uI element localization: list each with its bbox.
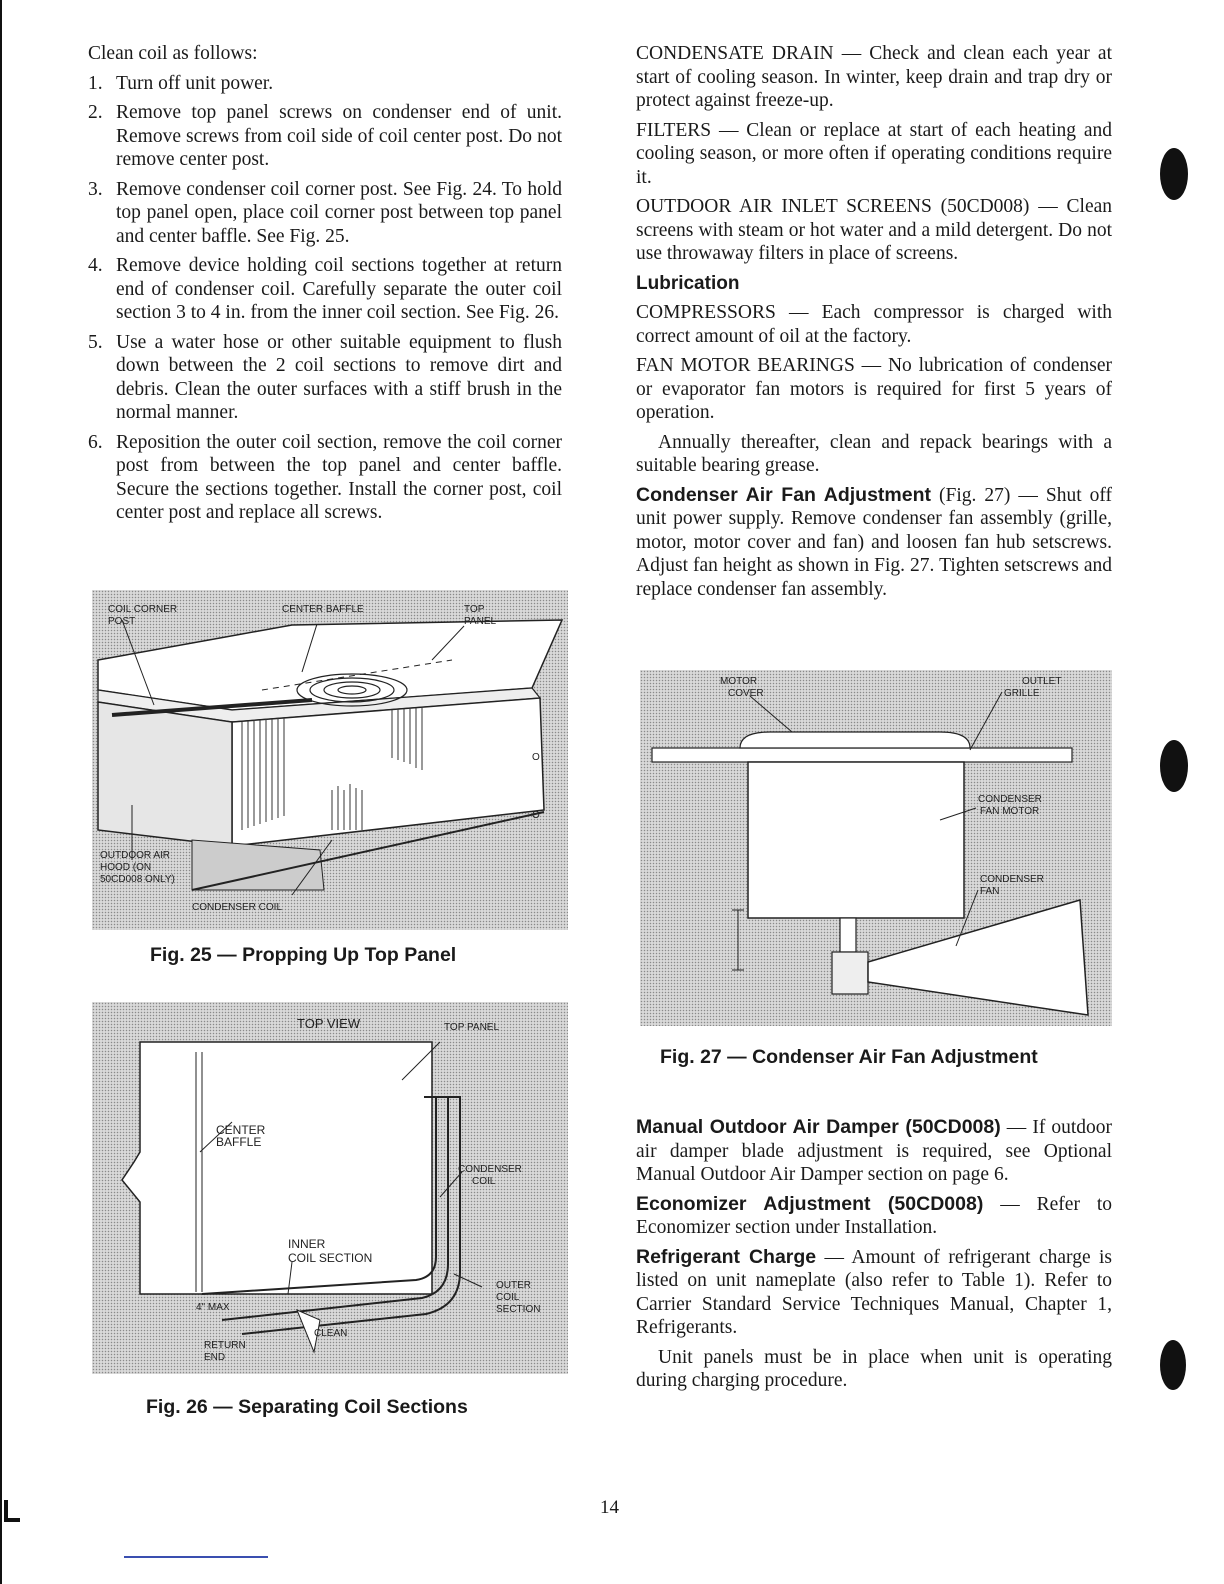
- label-outlet-grille: OUTLET: [1022, 676, 1062, 687]
- svg-text:BAFFLE: BAFFLE: [216, 1135, 262, 1149]
- label-motor-cover: MOTOR: [720, 676, 758, 687]
- figure-26-caption: Fig. 26 — Separating Coil Sections: [146, 1396, 468, 1418]
- damper-paragraph: Manual Outdoor Air Damper (50CD008) — If outdoor air damper blade adjustment is required, see Optional Manual Outdoor Air Damper section on page 6.: [636, 1116, 1113, 1185]
- svg-text:COVER: COVER: [728, 688, 764, 699]
- step-item: 4. Remove device holding coil sections together at return end of condenser coil. Carefully separate the outer coil section 3 to 4 in. from the inner coil section. See Fig. 26.: [88, 255, 562, 323]
- svg-text:POST: POST: [108, 616, 136, 627]
- svg-text:COIL: COIL: [472, 1176, 496, 1187]
- annually-paragraph: Annually thereafter, clean and repack bearings with a suitable bearing grease.: [636, 431, 1112, 476]
- svg-text:COIL: COIL: [496, 1292, 520, 1303]
- svg-text:HOOD (ON: HOOD (ON: [100, 862, 152, 873]
- label-clean: CLEAN: [314, 1328, 348, 1339]
- scan-corner-mark: [4, 1518, 20, 1522]
- page-number: 14: [600, 1497, 619, 1518]
- right-column-upper: [636, 42, 1112, 607]
- left-column: [88, 42, 562, 531]
- binder-hole-mark: [1160, 740, 1188, 792]
- label-top-view: TOP VIEW: [297, 1016, 361, 1031]
- svg-text:PANEL: PANEL: [464, 616, 497, 627]
- label-coil-corner-post: COIL CORNER: [108, 604, 178, 615]
- step-item: 5. Use a water hose or other suitable equipment to flush down between the 2 coil sections to remove dirt and debris. Clean the outer surfaces with a stiff brush in the normal manner.: [88, 331, 562, 423]
- figure-26-illustration: [92, 1002, 568, 1374]
- label-center-baffle: CENTER BAFFLE: [282, 604, 364, 615]
- figure-25-caption: Fig. 25 — Propping Up Top Panel: [150, 944, 457, 966]
- step-item: 3. Remove condenser coil corner post. See Fig. 24. To hold top panel open, place coil corner post between top panel and center baffle. See Fig. 25.: [88, 178, 562, 247]
- scan-edge-left: [0, 0, 2, 1584]
- fan-assembly-drawing: [640, 670, 1112, 1026]
- compressors-paragraph: COMPRESSORS — Each compressor is charged with correct amount of oil at the factory.: [636, 302, 1112, 347]
- condensate-drain-paragraph: CONDENSATE DRAIN — Check and clean each year at start of cooling season. In winter, keep drain and trap dry or protect against freeze-up.: [636, 43, 1112, 111]
- label-condenser-fan-motor: CONDENSER: [978, 794, 1042, 805]
- label-top-panel: TOP: [464, 604, 485, 615]
- label-condenser-fan: CONDENSER: [980, 874, 1044, 885]
- label-outer-coil-section: OUTER: [496, 1280, 531, 1291]
- label-inner-coil-section: INNER: [288, 1237, 326, 1251]
- label-condenser-coil: CONDENSER COIL: [192, 902, 283, 913]
- svg-text:FAN MOTOR: FAN MOTOR: [980, 806, 1040, 817]
- svg-text:COIL SECTION: COIL SECTION: [288, 1251, 373, 1265]
- svg-text:50CD008 ONLY): 50CD008 ONLY): [100, 874, 175, 885]
- fan-motor-paragraph: FAN MOTOR BEARINGS — No lubrication of condenser or evaporator fan motors is required for first 5 years of operation.: [636, 355, 1113, 423]
- binder-hole-mark: [1160, 148, 1188, 200]
- unit-drawing: [92, 590, 568, 930]
- coil-top-view-drawing: [92, 1002, 568, 1374]
- figure-25-illustration: [92, 590, 568, 930]
- step-item: 6. Reposition the outer coil section, remove the coil corner post from between the top panel and center baffle. Secure the sections together. Install the corner post, coil center post and replace all screws.: [88, 431, 562, 523]
- figure-27-illustration: [640, 670, 1112, 1026]
- label-return-end: RETURN: [204, 1340, 246, 1351]
- step-item: 1. Turn off unit power.: [88, 72, 274, 94]
- label-top-panel: TOP PANEL: [444, 1022, 500, 1033]
- label-condenser-coil: CONDENSER: [458, 1164, 522, 1175]
- binder-hole-mark: [1160, 1340, 1186, 1390]
- svg-text:O: O: [532, 810, 540, 821]
- panels-paragraph: Unit panels must be in place when unit is operating during charging procedure.: [636, 1346, 1112, 1391]
- svg-text:O: O: [532, 752, 540, 763]
- svg-text:SECTION: SECTION: [496, 1304, 541, 1315]
- economizer-paragraph: Economizer Adjustment (50CD008) — Refer to Economizer section under Installation.: [636, 1192, 1112, 1238]
- svg-text:END: END: [204, 1352, 226, 1363]
- refrigerant-paragraph: Refrigerant Charge — Amount of refrigerant charge is listed on unit nameplate (also refer to Table 1). Refer to Carrier Standard Service Techniques Manual, Chapter 1, Refrigerants.: [636, 1245, 1113, 1338]
- svg-text:FAN: FAN: [980, 886, 1000, 897]
- label-outdoor-air-hood: OUTDOOR AIR: [100, 850, 171, 861]
- scan-bottom-rule: [124, 1556, 268, 1558]
- fan-adjustment-paragraph: Condenser Air Fan Adjustment (Fig. 27) — Shut off unit power supply. Remove condenser fan assembly (grille, motor, motor cover and fan) and loosen fan hub setscrews. Adjust fan height as shown in Fig. 27. Tighten setscrews and replace condenser fan assembly.: [636, 483, 1112, 600]
- inlet-screens-paragraph: OUTDOOR AIR INLET SCREENS (50CD008) — Clean screens with steam or hot water and a mild detergent. Do not use throwaway filters in place of screens.: [636, 196, 1112, 264]
- right-column-lower: [636, 1116, 1112, 1399]
- label-center-baffle: CENTER: [216, 1123, 266, 1137]
- svg-text:GRILLE: GRILLE: [1004, 688, 1040, 699]
- filters-paragraph: FILTERS — Clean or replace at start of each heating and cooling season, or more often if operating conditions require it.: [636, 119, 1112, 188]
- intro-text: Clean coil as follows:: [88, 43, 258, 64]
- lubrication-heading: Lubrication: [636, 272, 740, 294]
- figure-27-caption: Fig. 27 — Condenser Air Fan Adjustment: [660, 1046, 1038, 1068]
- step-item: 2. Remove top panel screws on condenser end of unit. Remove screws from coil side of coil center post. Do not remove center post.: [88, 102, 562, 170]
- label-4in-max: 4" MAX: [196, 1302, 230, 1313]
- cleaning-steps: [88, 72, 562, 525]
